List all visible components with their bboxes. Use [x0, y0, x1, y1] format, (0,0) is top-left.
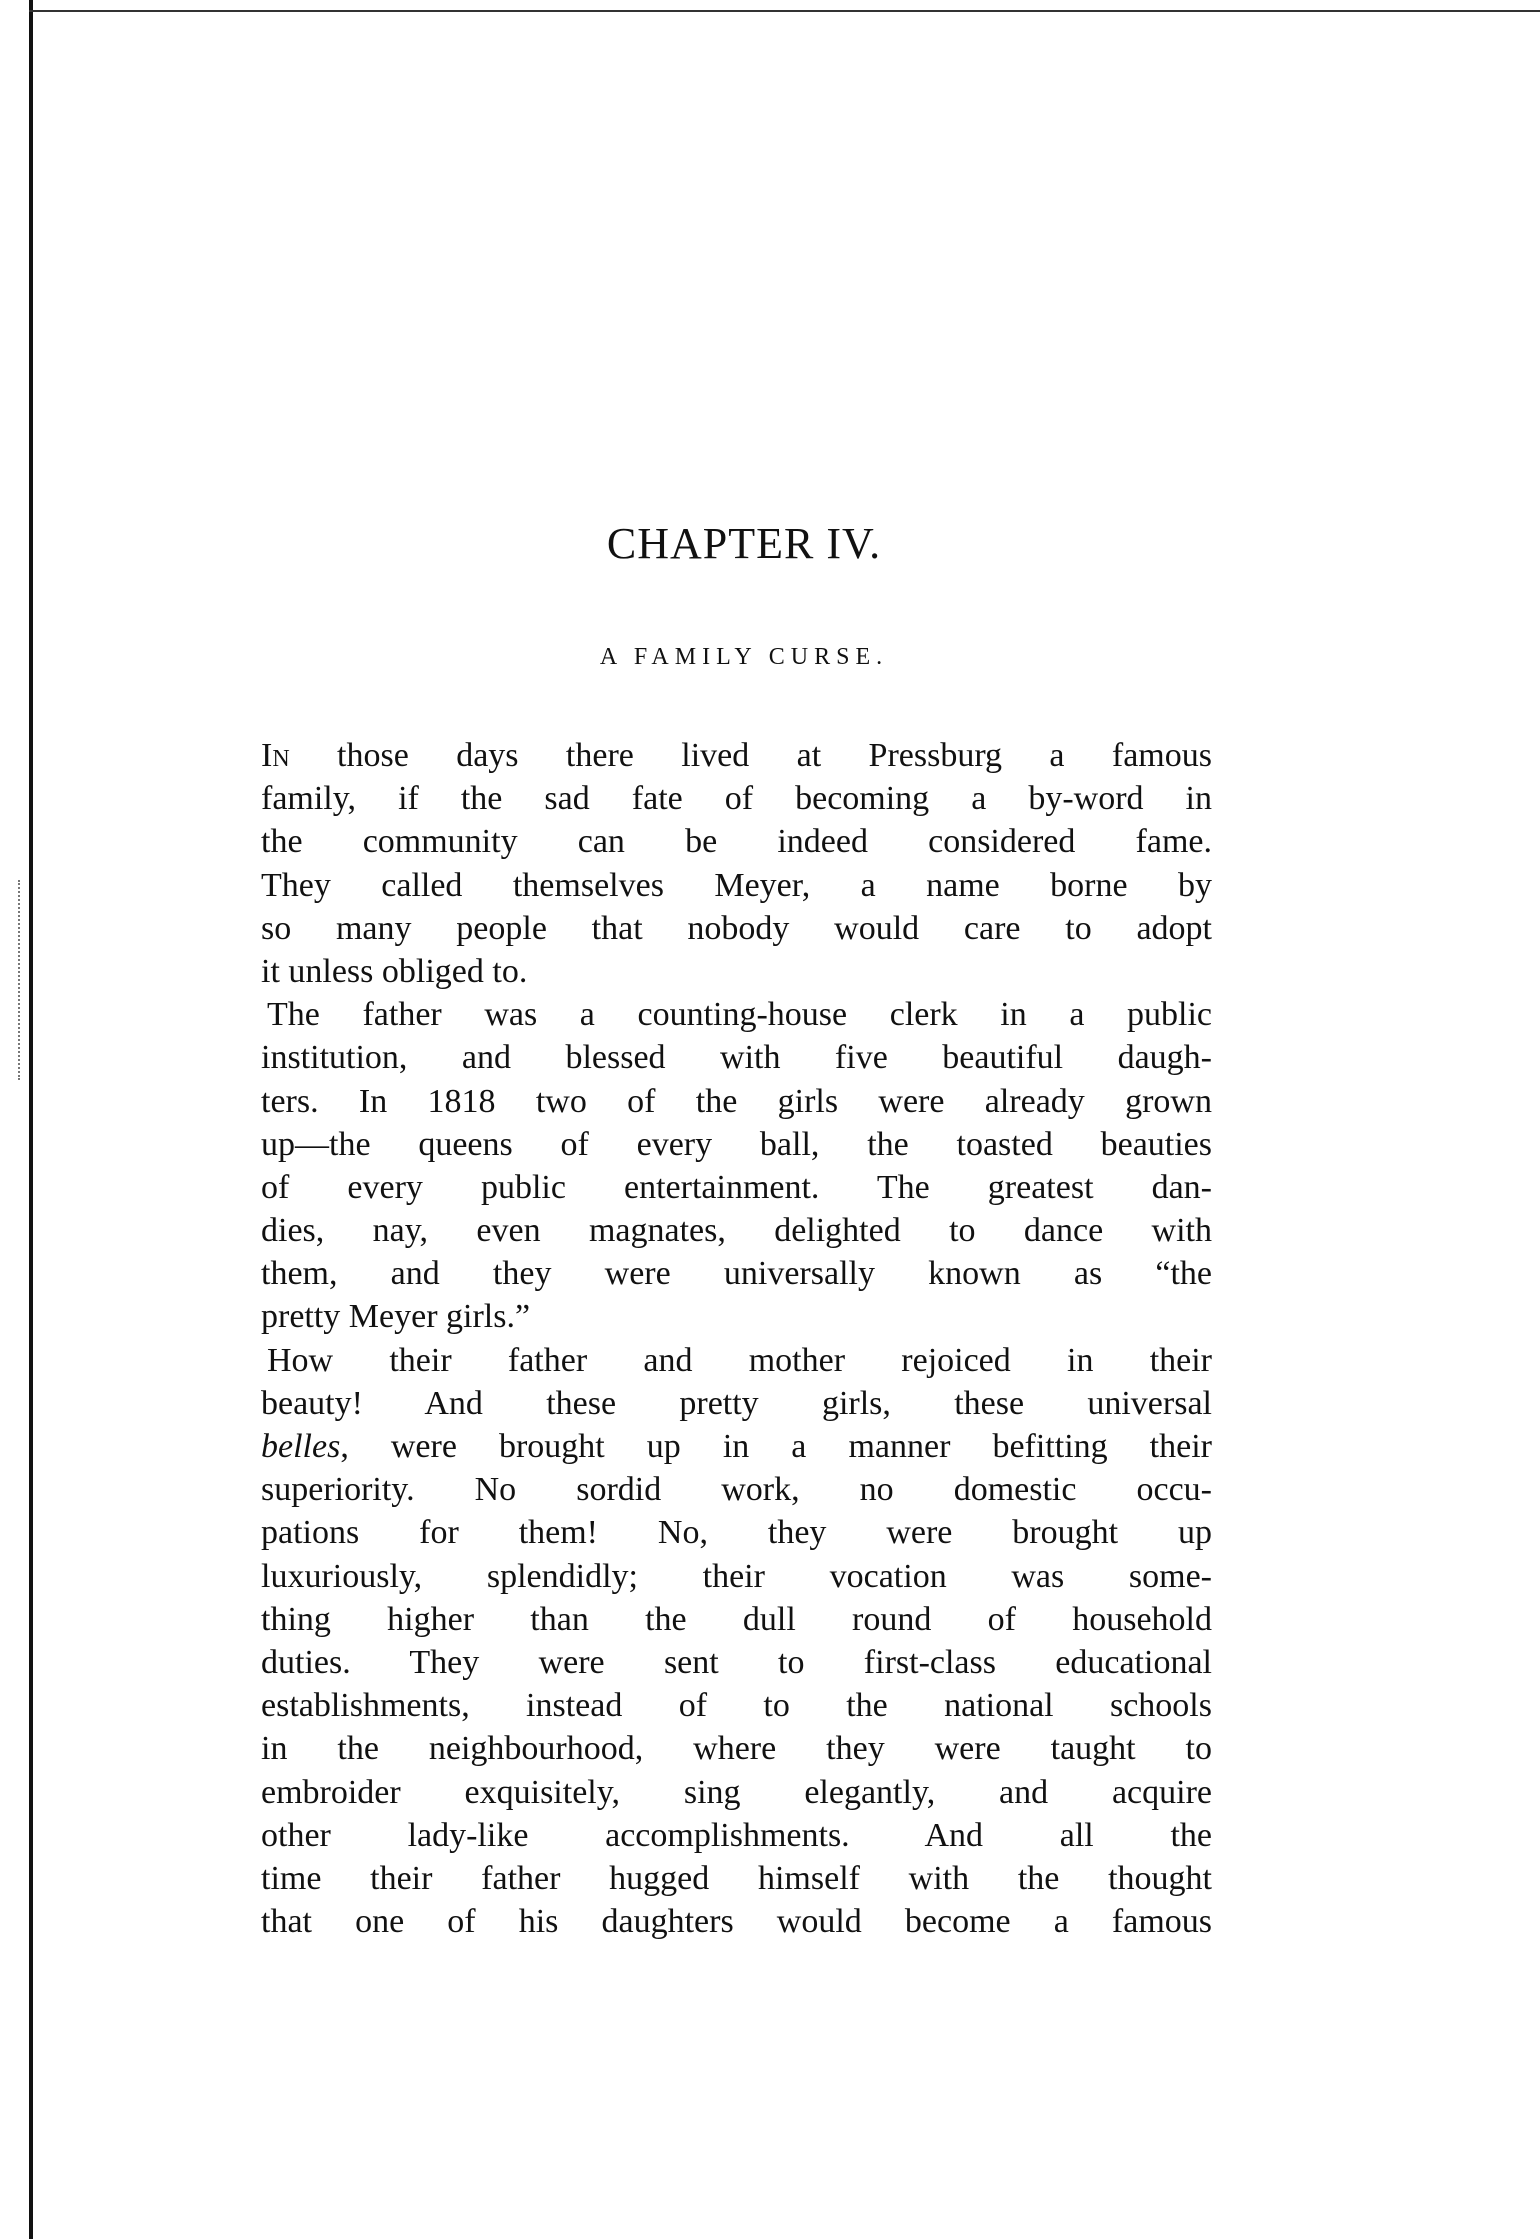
- text-line: institution, and blessed with five beautiful daugh-: [261, 1039, 1212, 1077]
- text-line: embroider exquisitely, sing elegantly, and acquire: [261, 1773, 1212, 1811]
- page-top-edge: [29, 10, 1540, 12]
- text-line: [261, 1425, 1212, 1468]
- text-line: them, and they were universally known as “the: [261, 1255, 1212, 1293]
- text-line: ters. In 1818 two of the girls were already grown: [261, 1082, 1212, 1120]
- text-segment: , were brought up in a manner befitting their: [340, 1428, 1212, 1465]
- chapter-title: CHAPTER IV.: [606, 519, 882, 568]
- text-line: They called themselves Meyer, a name borne by: [261, 866, 1212, 904]
- text-line: dies, nay, even magnates, delighted to dance with: [261, 1212, 1212, 1250]
- text-line: other lady-like accomplishments. And all the: [261, 1816, 1212, 1854]
- text-line: so many people that nobody would care to adopt: [261, 909, 1212, 947]
- text-line: the community can be indeed considered fame.: [261, 823, 1212, 861]
- text-line: of every public entertainment. The greatest dan-: [261, 1168, 1212, 1206]
- text-line: beauty! And these pretty girls, these universal: [261, 1384, 1212, 1422]
- text-line: establishments, instead of to the national schools: [261, 1687, 1212, 1725]
- text-line: luxuriously, splendidly; their vocation was some-: [261, 1557, 1212, 1595]
- text-line: in the neighbourhood, where they were taught to: [261, 1730, 1212, 1768]
- paragraph-3: [261, 1339, 1212, 1944]
- text-line: [261, 734, 1212, 777]
- text-line: up—the queens of every ball, the toasted beauties: [261, 1125, 1212, 1163]
- paragraph-2: [261, 993, 1212, 1339]
- text-segment: those days there lived at Pressburg a famous: [289, 737, 1212, 774]
- text-line: pations for them! No, they were brought up: [261, 1514, 1212, 1552]
- chapter-subtitle: A FAMILY CURSE.: [599, 644, 889, 670]
- page-binding-edge: [29, 0, 33, 2239]
- drop-word: In: [261, 737, 290, 774]
- scan-specks: [18, 880, 24, 1080]
- text-line: superiority. No sordid work, no domestic occu-: [261, 1471, 1212, 1509]
- text-line: it unless obliged to.: [261, 952, 528, 990]
- paragraph-1: [261, 734, 1212, 993]
- text-line: The father was a counting-house clerk in a public: [267, 996, 1212, 1034]
- chapter-body: [261, 734, 1212, 1943]
- text-line: time their father hugged himself with the thought: [261, 1859, 1212, 1897]
- text-line: How their father and mother rejoiced in their: [267, 1341, 1212, 1379]
- text-line: duties. They were sent to first-class educational: [261, 1643, 1212, 1681]
- text-line: pretty Meyer girls.”: [261, 1298, 531, 1336]
- italic-word: belles: [261, 1428, 341, 1465]
- text-line: family, if the sad fate of becoming a by-word in: [261, 780, 1212, 818]
- text-line: thing higher than the dull round of household: [261, 1600, 1212, 1638]
- text-line: that one of his daughters would become a famous: [261, 1903, 1212, 1941]
